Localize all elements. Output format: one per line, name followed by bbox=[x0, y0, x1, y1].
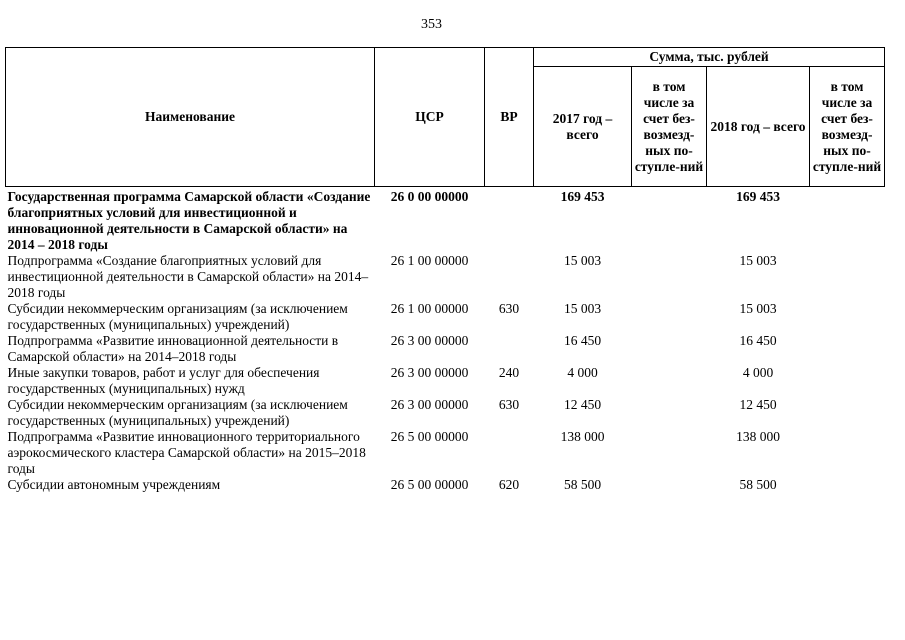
table-row bbox=[6, 429, 885, 477]
row-vr bbox=[485, 429, 534, 477]
row-csr: 26 3 00 00000 bbox=[390, 397, 469, 412]
row-2018-free bbox=[810, 333, 885, 365]
header-vr: ВР bbox=[485, 48, 534, 187]
row-2018-free bbox=[810, 397, 885, 429]
row-2018-total: 15 003 bbox=[739, 301, 777, 316]
row-2017-free bbox=[632, 187, 707, 254]
header-2018-total: 2018 год – всего bbox=[707, 67, 810, 187]
row-2017-free bbox=[632, 333, 707, 365]
row-vr bbox=[485, 333, 534, 365]
table-header bbox=[6, 48, 885, 187]
row-vr bbox=[485, 187, 534, 254]
row-2018-free bbox=[810, 365, 885, 397]
header-name: Наименование bbox=[6, 48, 375, 187]
table-row bbox=[6, 365, 885, 397]
row-2017-total: 4 000 bbox=[567, 365, 598, 380]
budget-table bbox=[5, 47, 885, 493]
row-name: Подпрограмма «Развитие инновационной деятельности в Самарской области» на 2014–2018 годы bbox=[7, 333, 339, 364]
table-row bbox=[6, 187, 885, 254]
row-2018-total: 15 003 bbox=[739, 253, 777, 268]
row-vr bbox=[485, 253, 534, 301]
row-2018-free bbox=[810, 429, 885, 477]
row-2017-total: 12 450 bbox=[563, 397, 602, 412]
table-row bbox=[6, 301, 885, 333]
row-csr: 26 3 00 00000 bbox=[390, 365, 469, 380]
row-name: Субсидии некоммерческим организациям (за исключением государственных (муниципальных) учреждений) bbox=[7, 397, 348, 428]
row-vr: 240 bbox=[498, 365, 520, 380]
row-name: Субсидии автономным учреждениям bbox=[7, 477, 221, 492]
table-row bbox=[6, 253, 885, 301]
row-2018-total: 12 450 bbox=[739, 397, 777, 412]
row-2018-total: 16 450 bbox=[739, 333, 777, 348]
header-2017-total: 2017 год – всего bbox=[534, 67, 632, 187]
table-row bbox=[6, 333, 885, 365]
row-2017-total: 15 003 bbox=[563, 253, 602, 268]
row-2018-total: 4 000 bbox=[742, 365, 774, 380]
row-2017-free bbox=[632, 365, 707, 397]
row-vr: 620 bbox=[498, 477, 520, 492]
header-sum-group: Сумма, тыс. рублей bbox=[534, 48, 885, 67]
row-2018-free bbox=[810, 301, 885, 333]
row-2017-total: 138 000 bbox=[560, 429, 605, 444]
header-csr: ЦСР bbox=[375, 48, 485, 187]
row-2017-total: 16 450 bbox=[563, 333, 602, 348]
row-2018-total: 169 453 bbox=[736, 189, 780, 204]
row-2018-free bbox=[810, 187, 885, 254]
row-csr: 26 1 00 00000 bbox=[390, 301, 469, 316]
row-name: Иные закупки товаров, работ и услуг для обеспечения государственных (муниципальных) нужд bbox=[7, 365, 320, 396]
row-2018-free bbox=[810, 253, 885, 301]
row-vr: 630 bbox=[498, 397, 520, 412]
row-2017-total: 15 003 bbox=[563, 301, 602, 316]
row-2017-free bbox=[632, 253, 707, 301]
row-csr: 26 3 00 00000 bbox=[390, 333, 469, 348]
row-csr: 26 0 00 00000 bbox=[390, 189, 469, 204]
row-2018-free bbox=[810, 477, 885, 493]
table-row bbox=[6, 477, 885, 493]
row-2017-free bbox=[632, 301, 707, 333]
row-vr: 630 bbox=[498, 301, 520, 316]
row-name: Государственная программа Самарской области «Создание благоприятных условий для инвестиционной и инновационной деятельности в Самарской области» на 2014 – 2018 годы bbox=[7, 189, 371, 252]
page-number: 353 bbox=[421, 17, 442, 32]
row-name: Подпрограмма «Развитие инновационного территориального аэрокосмического кластера Самарской области» на 2015–2018 годы bbox=[7, 429, 366, 476]
row-2017-free bbox=[632, 477, 707, 493]
row-2017-total: 58 500 bbox=[563, 477, 602, 492]
row-name: Субсидии некоммерческим организациям (за исключением государственных (муниципальных) учреждений) bbox=[7, 301, 348, 332]
row-2017-free bbox=[632, 429, 707, 477]
row-2017-free bbox=[632, 397, 707, 429]
row-2017-total: 169 453 bbox=[560, 189, 605, 204]
row-csr: 26 5 00 00000 bbox=[390, 477, 469, 492]
header-2018-free: в том числе за счет без-возмезд-ных по-ступле-ний bbox=[810, 67, 885, 187]
row-csr: 26 5 00 00000 bbox=[390, 429, 469, 444]
table-row bbox=[6, 397, 885, 429]
header-2017-free: в том числе за счет без-возмезд-ных по-ступле-ний bbox=[632, 67, 707, 187]
row-2018-total: 58 500 bbox=[739, 477, 777, 492]
row-2018-total: 138 000 bbox=[736, 429, 780, 444]
row-name: Подпрограмма «Создание благоприятных условий для инвестиционной деятельности в Самарской области» на 2014–2018 годы bbox=[7, 253, 369, 300]
table-body bbox=[6, 187, 885, 494]
row-csr: 26 1 00 00000 bbox=[390, 253, 469, 268]
